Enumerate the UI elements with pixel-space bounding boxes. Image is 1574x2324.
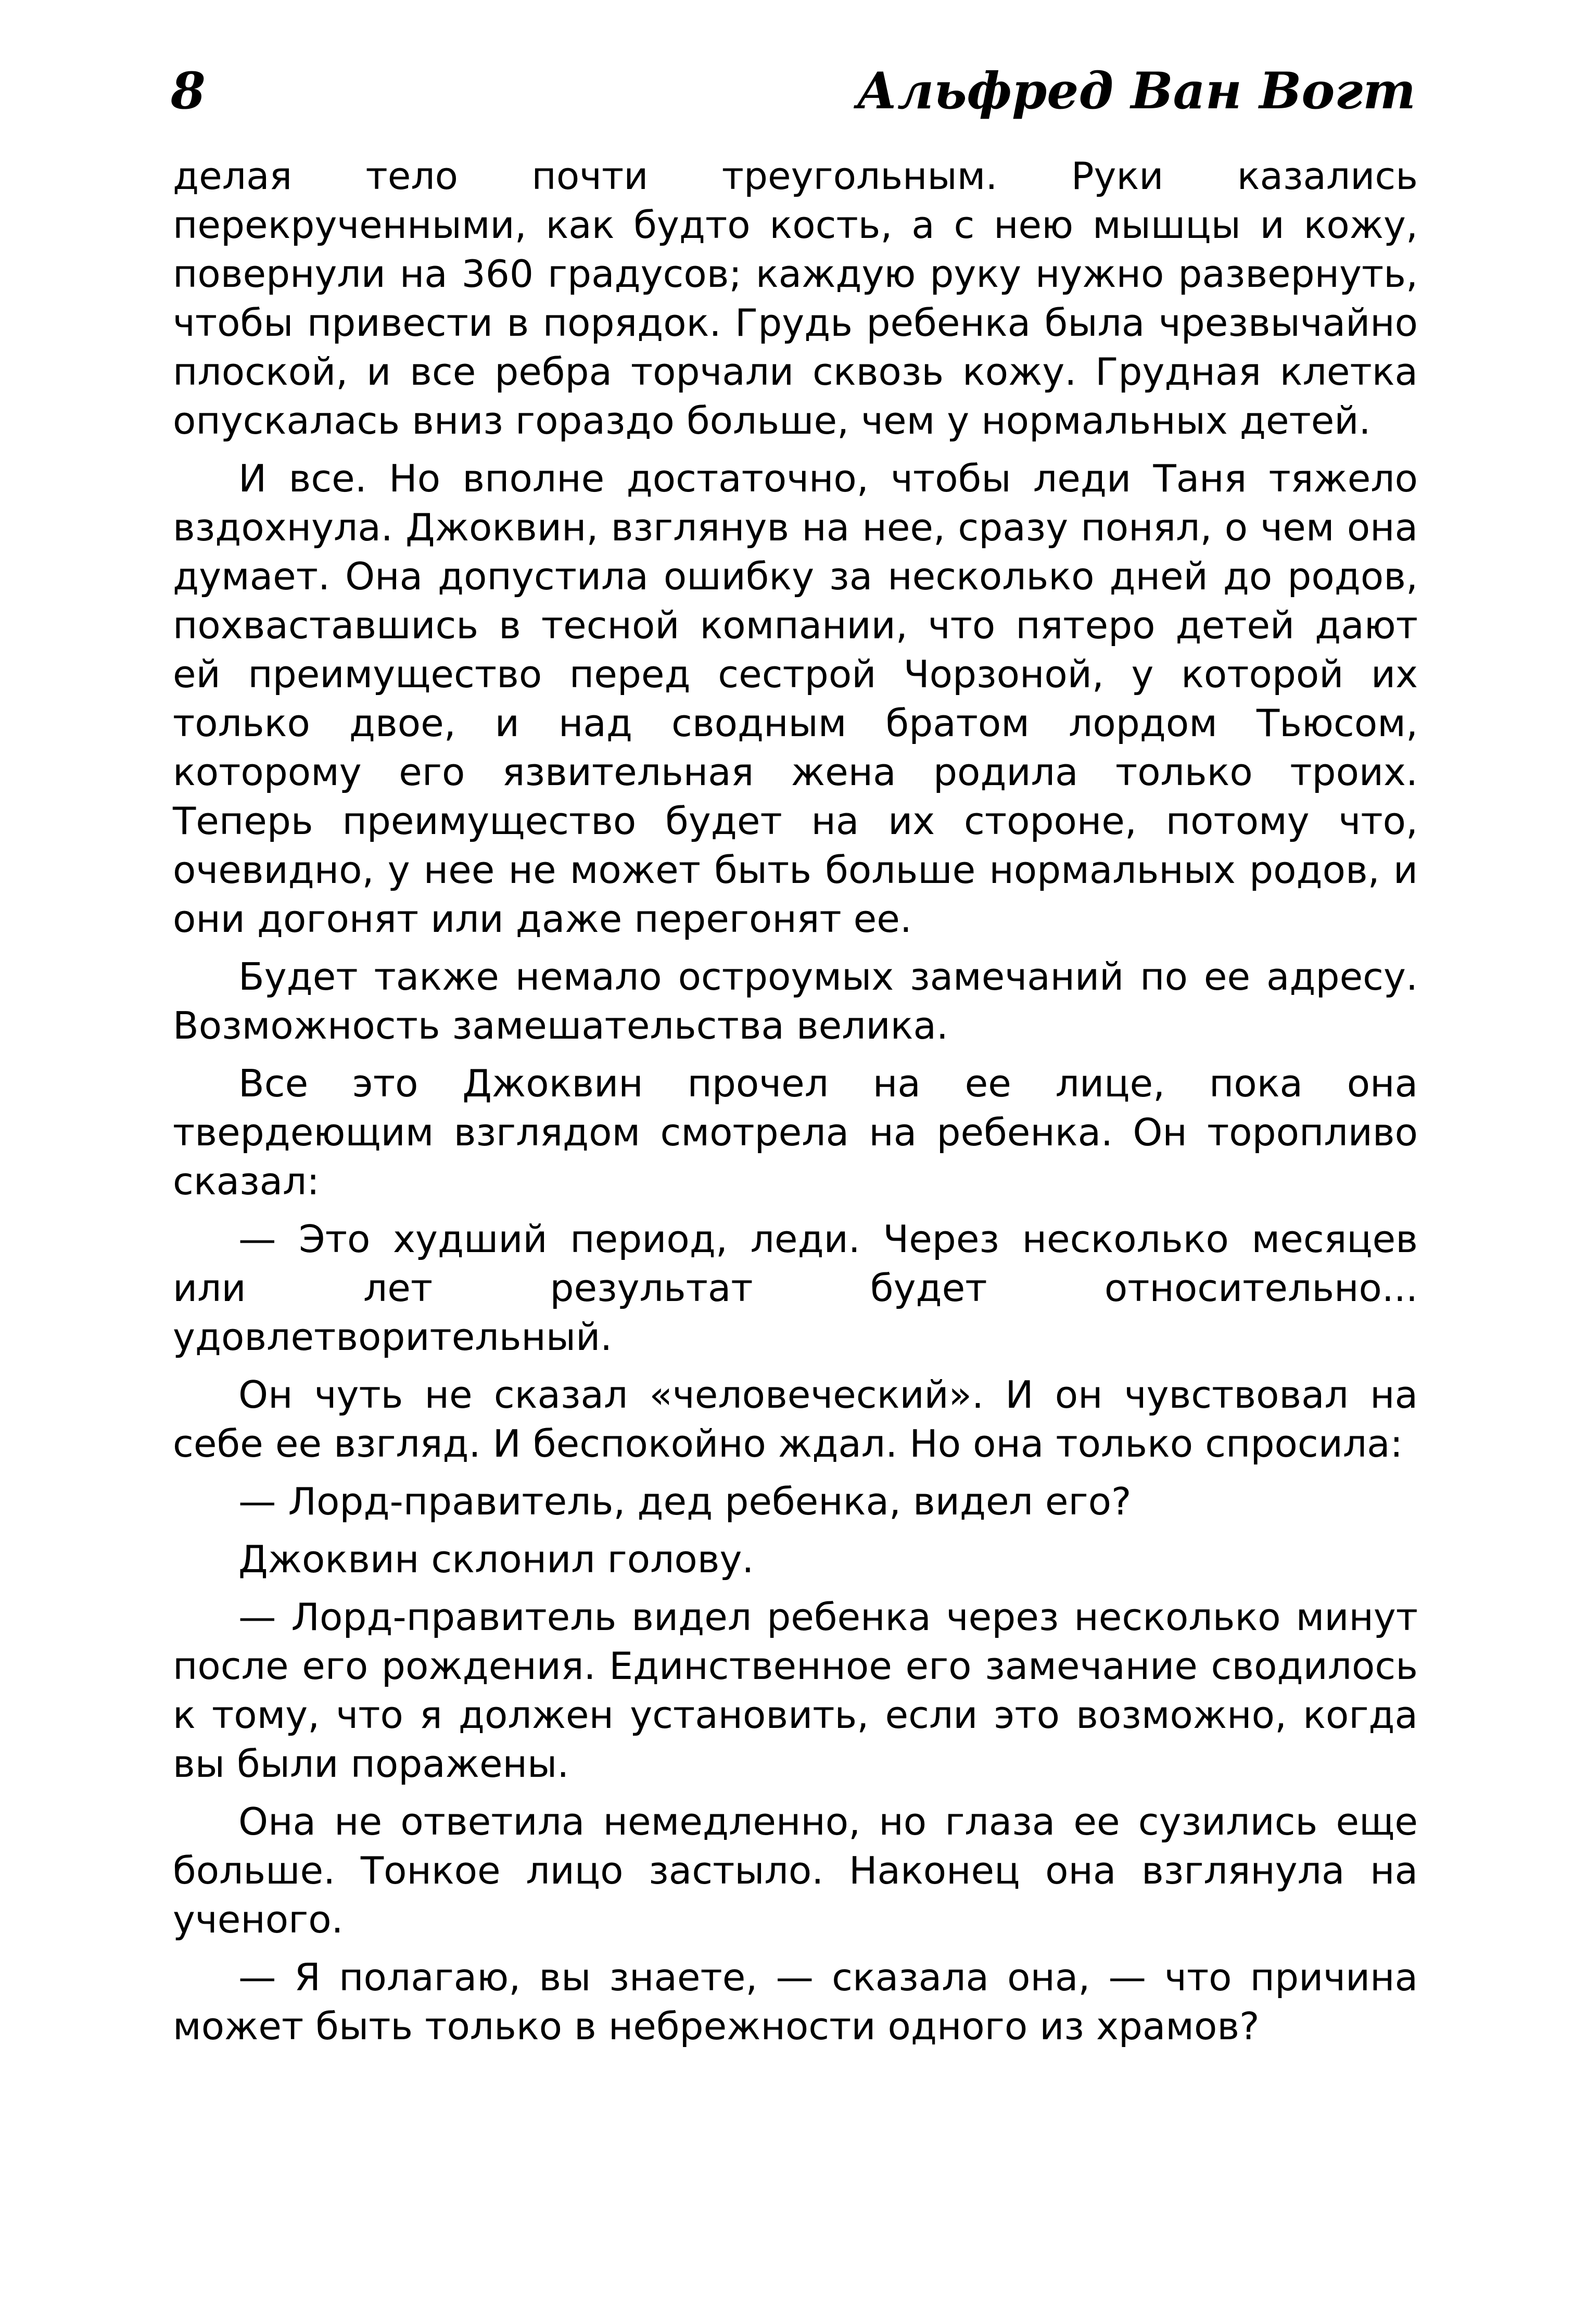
paragraph-1: делая тело почти треугольным. Руки казались перекрученными, как будто кость, а с нею мышцы и кожу, повернули на 360 градусов; каждую руку нужно развернуть, чтобы привести в порядок. Грудь ребенка была чрезвычайно плоской, и все ребра торчали сквозь кожу. Грудная клетка опускалась вниз гораздо больше, чем у нормальных детей. [173, 155, 1418, 443]
body-text [173, 152, 1418, 2051]
paragraph-10: Она не ответила немедленно, но глаза ее сузились еще больше. Тонкое лицо застыло. Наконец она взглянула на ученого. [173, 1800, 1418, 1942]
paragraph-8: Джоквин склонил голову. [238, 1538, 754, 1582]
running-title: Альфред Ван Вогт [856, 61, 1416, 120]
paragraph-2: И все. Но вполне достаточно, чтобы леди Таня тяжело вздохнула. Джоквин, взглянув на нее, сразу понял, о чем она думает. Она допустила ошибку за несколько дней до родов, похваставшись в тесной компании, что пятеро детей дают ей преимущество перед сестрой Чорзоной, у которой их только двое, и над сводным братом лордом Тьюсом, которому его язвительная жена родила только троих. Теперь преимущество будет на их стороне, потому что, очевидно, у нее не может быть больше нормальных родов, и они догонят или даже перегонят ее. [173, 457, 1418, 941]
dialogue-paragraph-11: — Я полагаю, вы знаете, — сказала она, — что причина может быть только в небрежности одного из храмов? [173, 1956, 1418, 2049]
paragraph-3: Будет также немало остроумых замечаний по ее адресу. Возможность замешательства велика. [173, 955, 1418, 1048]
paragraph-6: Он чуть не сказал «человеческий». И он чувствовал на себе ее взгляд. И беспокойно ждал. Но она только спросила: [173, 1373, 1418, 1466]
dialogue-paragraph-9: — Лорд-правитель видел ребенка через несколько минут после его рождения. Единственное его замечание сводилось к тому, что я должен установить, если это возможно, когда вы были поражены. [173, 1596, 1418, 1786]
dialogue-paragraph-5: — Это худший период, леди. Через несколько месяцев или лет результат будет относительно... удовлетворительный. [173, 1218, 1418, 1359]
page-number: 8 [171, 61, 206, 120]
page-header [171, 52, 1416, 130]
dialogue-paragraph-7: — Лорд-правитель, дед ребенка, видел его? [238, 1480, 1132, 1524]
paragraph-4: Все это Джоквин прочел на ее лице, пока она твердеющим взглядом смотрела на ребенка. Он торопливо сказал: [173, 1062, 1418, 1204]
